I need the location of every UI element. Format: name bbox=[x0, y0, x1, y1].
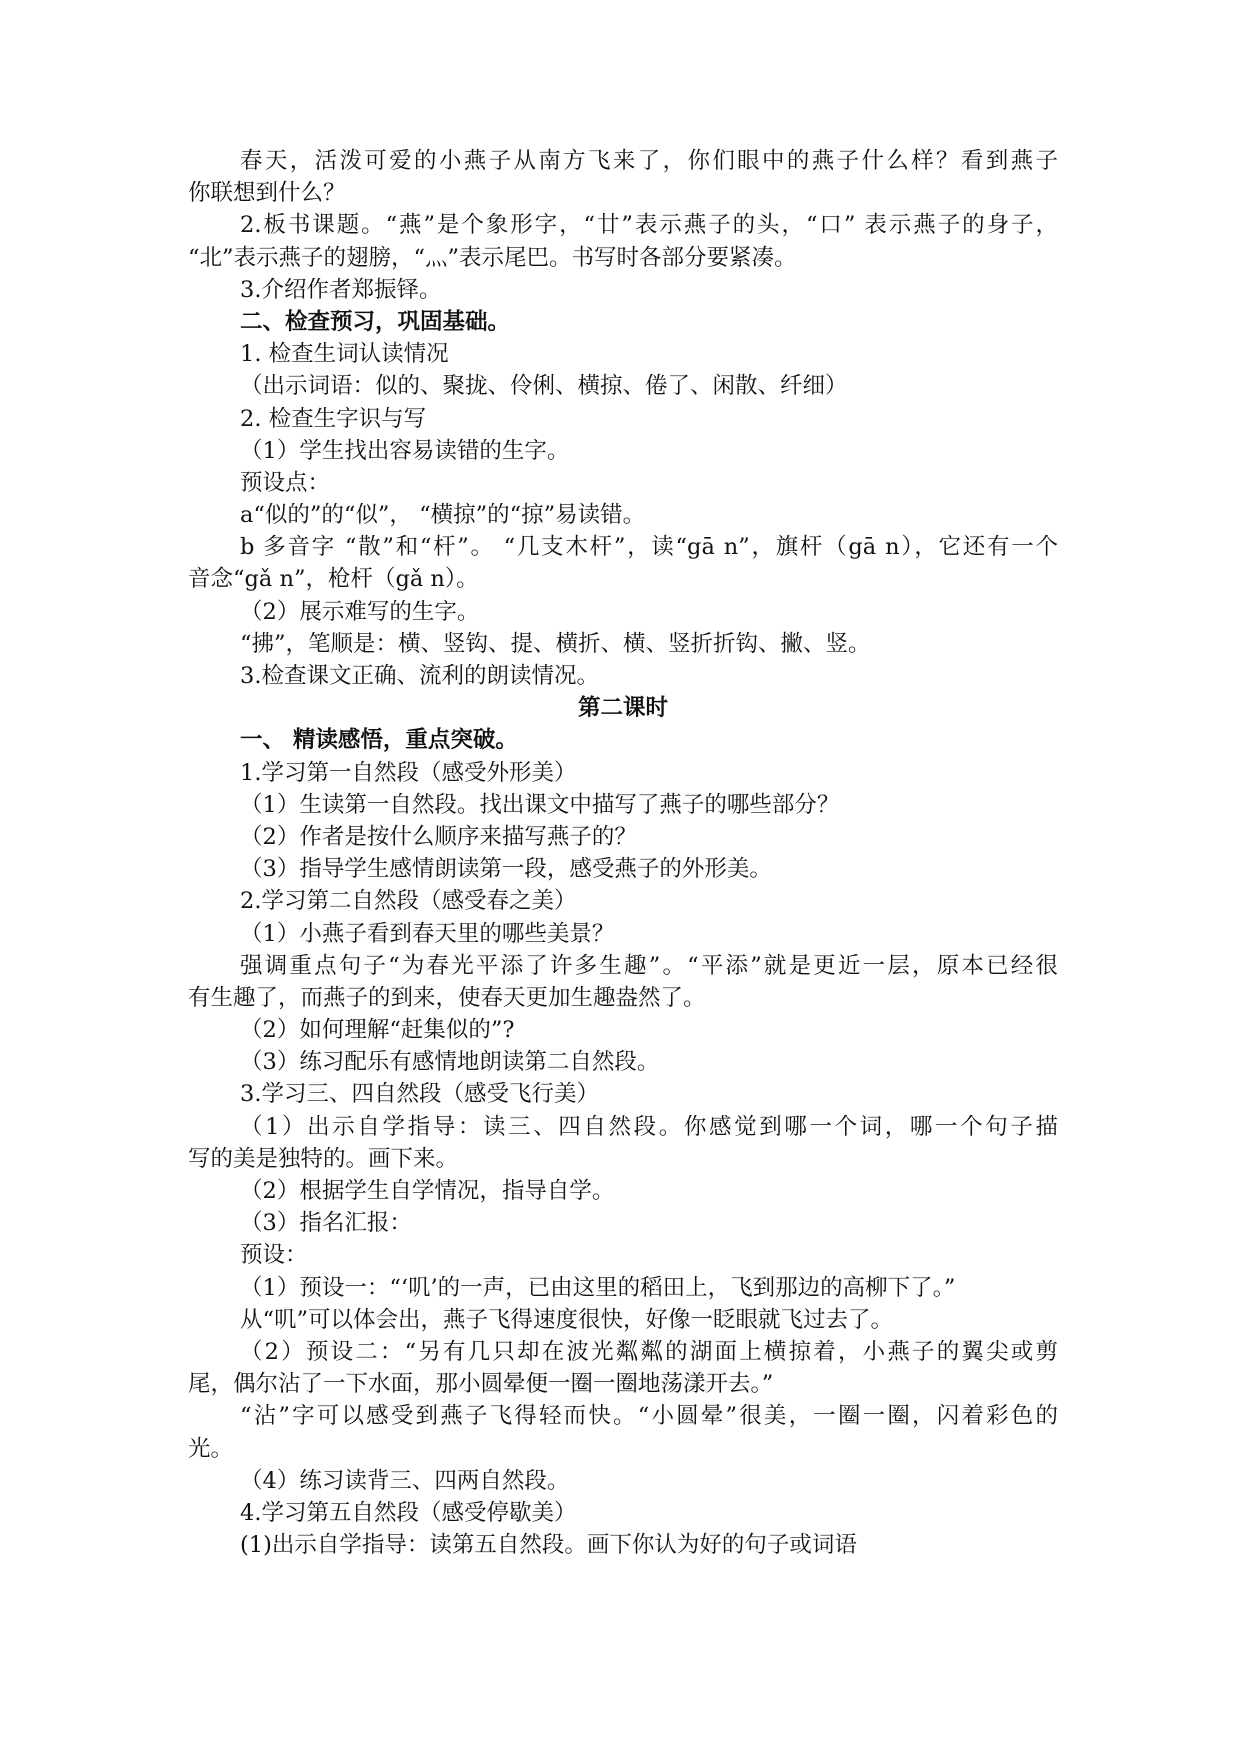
text-line: 一、 精读感悟，重点突破。 bbox=[240, 727, 518, 754]
text-line: 4.学习第五自然段（感受停歇美） bbox=[240, 1499, 577, 1526]
text-line: （1）学生找出容易读错的生字。 bbox=[240, 437, 570, 464]
text-line: 从“叽”可以体会出，燕子飞得速度很快，好像一眨眼就飞过去了。 bbox=[240, 1306, 894, 1333]
text-line: 2.学习第二自然段（感受春之美） bbox=[240, 888, 577, 915]
text-line: 3.学习三、四自然段（感受飞行美） bbox=[240, 1081, 599, 1108]
text-line: 春天，活泼可爱的小燕子从南方飞来了，你们眼中的燕子什么样？看到燕子 bbox=[240, 148, 1058, 174]
text-line: （3）指导学生感情朗读第一段，感受燕子的外形美。 bbox=[240, 856, 772, 883]
document-page bbox=[188, 145, 1058, 1561]
text-line: （4）练习读背三、四两自然段。 bbox=[240, 1467, 570, 1494]
text-line: 第二课时 bbox=[577, 695, 668, 722]
text-line: （出示词语：似的、聚拢、伶俐、横掠、倦了、闲散、纤细） bbox=[240, 373, 848, 400]
text-line: 2.板书课题。“燕”是个象形字，“廿”表示燕子的头，“口” 表示燕子的身子， bbox=[240, 212, 1058, 239]
text-line: 3.检查课文正确、流利的朗读情况。 bbox=[240, 663, 599, 689]
text-line: （3）练习配乐有感情地朗读第二自然段。 bbox=[240, 1049, 660, 1076]
text-line: 二、检查预习，巩固基础。 bbox=[240, 308, 511, 335]
text-line: 3.介绍作者郑振铎。 bbox=[240, 276, 442, 303]
text-line: 你联想到什么？ bbox=[188, 180, 346, 207]
text-line: “沾”字可以感受到燕子飞得轻而快。“小圆晕”很美，一圈一圈，闪着彩色的 bbox=[240, 1403, 1058, 1430]
text-line: b 多音字 “散”和“杆”。 “几支木杆”，读“gā n”，旗杆（gā n），它还有一个 bbox=[240, 534, 1058, 561]
text-line: （1）小燕子看到春天里的哪些美景？ bbox=[240, 920, 615, 947]
text-line: 预设： bbox=[240, 1242, 308, 1269]
text-line: （1）出示自学指导：读三、四自然段。你感觉到哪一个词，哪一个句子描 bbox=[240, 1113, 1058, 1140]
text-line: 强调重点句子“为春光平添了许多生趣”。“平添”就是更近一层，原本已经很 bbox=[240, 952, 1058, 979]
text-line: (1)出示自学指导：读第五自然段。画下你认为好的句子或词语 bbox=[240, 1532, 857, 1559]
text-line: 1. 检查生词认读情况 bbox=[240, 341, 449, 368]
text-line: 有生趣了，而燕子的到来，使春天更加生趣盎然了。 bbox=[188, 984, 706, 1011]
text-line: 音念“gǎ n”，枪杆（gǎ n）。 bbox=[188, 566, 479, 593]
text-line: （2）展示难写的生字。 bbox=[240, 598, 480, 625]
text-line: 尾，偶尔沾了一下水面，那小圆晕便一圈一圈地荡漾开去。” bbox=[188, 1371, 774, 1398]
text-line: （1）预设一：“‘叽’的一声，已由这里的稻田上，飞到那边的高柳下了。” bbox=[240, 1274, 956, 1301]
text-line: “拂”，笔顺是：横、竖钩、提、横折、横、竖折折钩、撇、竖。 bbox=[240, 630, 871, 657]
text-line: a“似的”的“似”， “横掠”的“掠”易读错。 bbox=[240, 502, 646, 529]
text-line: 预设点： bbox=[240, 469, 331, 496]
text-line: （1）生读第一自然段。找出课文中描写了燕子的哪些部分？ bbox=[240, 791, 840, 818]
text-line: “北”表示燕子的翅膀，“灬”表示尾巴。书写时各部分要紧凑。 bbox=[188, 244, 797, 271]
text-line: （2）预设二：“另有几只却在波光粼粼的湖面上横掠着，小燕子的翼尖或剪 bbox=[240, 1338, 1058, 1365]
text-line: 光。 bbox=[188, 1435, 234, 1462]
text-line: 1.学习第一自然段（感受外形美） bbox=[240, 759, 577, 786]
text-line: （2）作者是按什么顺序来描写燕子的？ bbox=[240, 823, 637, 850]
text-line: （2）如何理解“赶集似的”? bbox=[240, 1017, 515, 1044]
text-line: 写的美是独特的。画下来。 bbox=[188, 1145, 459, 1172]
text-line: （3）指名汇报： bbox=[240, 1210, 412, 1237]
text-line: （2）根据学生自学情况，指导自学。 bbox=[240, 1178, 615, 1204]
text-line: 2. 检查生字识与写 bbox=[240, 405, 427, 432]
